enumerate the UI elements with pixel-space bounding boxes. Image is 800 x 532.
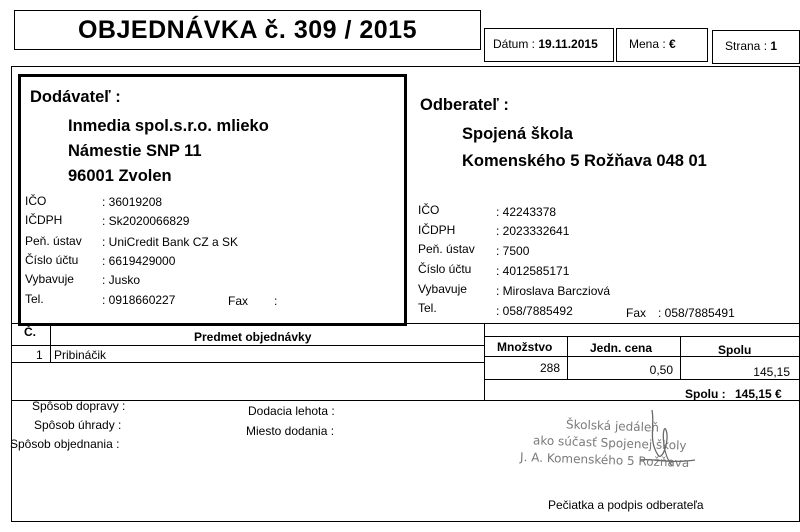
table-top-line — [11, 323, 800, 324]
date-label: Dátum : — [493, 37, 536, 51]
col-header-no: Č. — [24, 325, 36, 339]
customer-ico-label: IČO — [418, 203, 440, 217]
currency-box — [616, 28, 708, 62]
qty-header-bottom-line — [484, 356, 800, 357]
supplier-contact-value: : Jusko — [102, 273, 141, 287]
school-stamp-line-3: J. A. Komenského 5 Rožňava — [519, 450, 690, 470]
col-divider-qty — [567, 336, 568, 379]
customer-bank-label: Peň. ústav — [418, 242, 475, 256]
supplier-ico-value: : 36019208 — [102, 195, 163, 209]
supplier-account-label: Číslo účtu — [25, 253, 79, 267]
supplier-name: Inmedia spol.s.r.o. mlieko — [68, 117, 269, 135]
customer-name: Spojená škola — [462, 125, 573, 143]
row-divider — [11, 362, 484, 363]
page-value: 1 — [770, 39, 778, 53]
supplier-contact-label: Vybavuje — [25, 272, 74, 286]
col-divider-subject — [484, 323, 485, 400]
delivery-place-label: Miesto dodania : — [246, 424, 335, 438]
supplier-icdph-label: IČDPH — [25, 213, 63, 227]
date-value: 19.11.2015 — [538, 37, 598, 51]
customer-tel-value: : 058/7885492 — [496, 304, 573, 318]
col-header-subject: Predmet objednávky — [194, 330, 312, 344]
supplier-fax-value: : — [274, 294, 278, 308]
signature-scribble — [600, 400, 720, 490]
qty-header-top-line — [484, 336, 800, 337]
customer-account-value: : 4012585171 — [496, 264, 570, 278]
customer-address: Komenského 5 Rožňava 048 01 — [462, 152, 707, 170]
supplier-street: Námestie SNP 11 — [68, 142, 202, 160]
supplier-bank-label: Peň. ústav — [25, 234, 82, 248]
col-divider-no — [50, 323, 51, 363]
delivery-time-label: Dodacia lehota : — [248, 404, 335, 418]
table-header-line — [11, 345, 484, 346]
supplier-ico-label: IČO — [25, 194, 47, 208]
customer-ico-value: : 42243378 — [496, 205, 557, 219]
sum-value: 145,15 € — [735, 387, 782, 401]
supplier-heading: Dodávateľ : — [30, 88, 121, 106]
page-box — [712, 30, 800, 64]
date-box — [484, 28, 614, 62]
customer-bank-value: : 7500 — [496, 244, 530, 258]
customer-icdph-value: : 2023332641 — [496, 224, 570, 238]
supplier-account-value: : 6619429000 — [102, 254, 176, 268]
col-header-qty: Množstvo — [497, 340, 553, 354]
row-unit-price: 0,50 — [649, 363, 673, 377]
supplier-fax-label: Fax — [228, 294, 249, 308]
school-stamp-line-2: ako súčasť Spojenej školy — [532, 433, 687, 453]
customer-fax-value: : 058/7885491 — [658, 306, 735, 320]
row-item: Pribináčik — [54, 348, 107, 362]
document-title: OBJEDNÁVKA č. 309 / 2015 — [14, 10, 481, 50]
customer-tel-label: Tel. — [418, 301, 437, 315]
row-total: 145,15 — [753, 365, 790, 379]
page-label: Strana : — [725, 39, 768, 53]
row-no: 1 — [36, 348, 43, 362]
customer-icdph-label: IČDPH — [418, 223, 456, 237]
row-qty: 288 — [539, 361, 560, 375]
payment-label: Spôsob úhrady : — [34, 418, 122, 432]
sum-label: Spolu : — [685, 387, 726, 401]
transport-label: Spôsob dopravy : — [32, 399, 126, 413]
ordering-label: Spôsob objednania : — [10, 437, 120, 451]
signature-label: Pečiatka a podpis odberateľa — [548, 498, 704, 512]
customer-heading: Odberateľ : — [420, 96, 509, 114]
values-bottom-line — [484, 379, 800, 380]
col-header-unit-price: Jedn. cena — [590, 341, 653, 355]
supplier-tel-value: : 0918660227 — [102, 293, 176, 307]
supplier-city: 96001 Zvolen — [68, 167, 172, 185]
currency-value: € — [669, 37, 676, 51]
col-header-total: Spolu — [718, 343, 752, 357]
currency-label: Mena : — [629, 37, 666, 51]
customer-fax-label: Fax — [626, 306, 647, 320]
customer-contact-value: : Miroslava Barcziová — [496, 284, 611, 298]
customer-contact-label: Vybavuje — [418, 282, 467, 296]
supplier-bank-value: : UniCredit Bank CZ a SK — [102, 235, 239, 249]
supplier-tel-label: Tel. — [25, 292, 44, 306]
col-divider-price — [680, 336, 681, 379]
school-stamp-line-1: Školská jedáleň — [565, 417, 660, 435]
customer-account-label: Číslo účtu — [418, 262, 472, 276]
supplier-icdph-value: : Sk2020066829 — [102, 214, 190, 228]
supplier-box — [18, 74, 407, 326]
